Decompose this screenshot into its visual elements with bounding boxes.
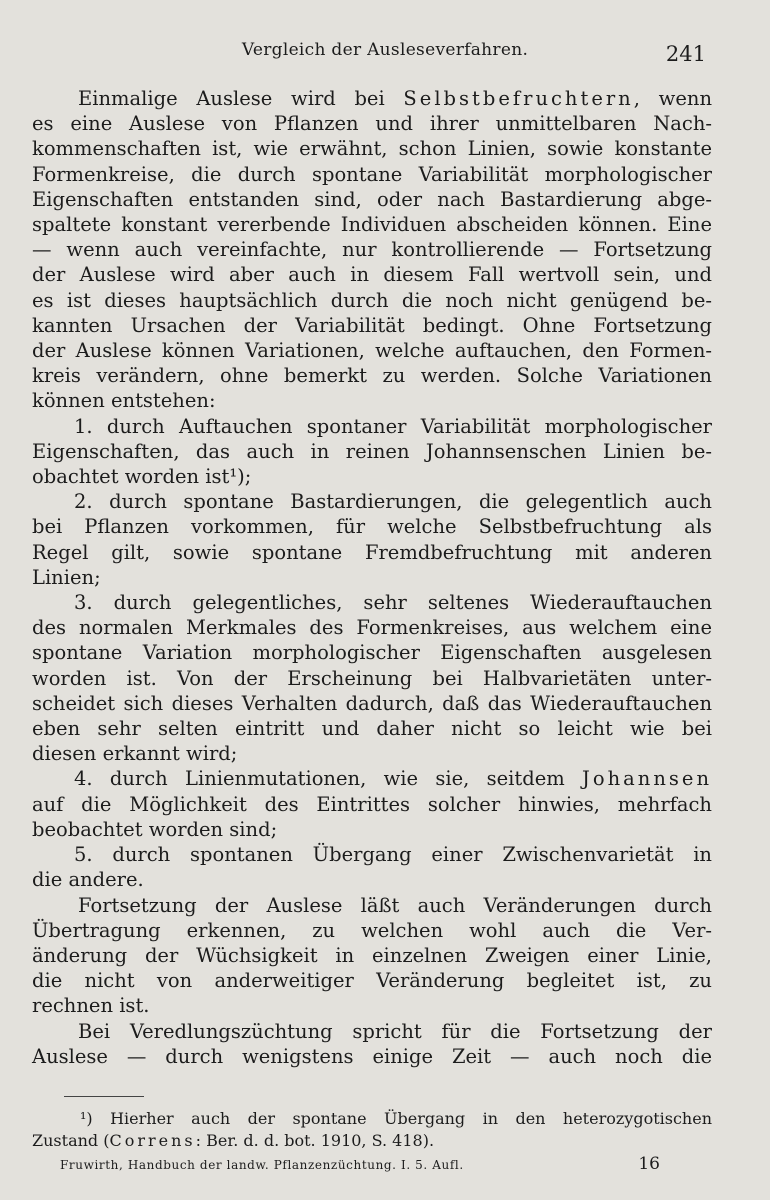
text-line: die andere. <box>32 868 144 892</box>
main-text <box>32 86 712 1069</box>
text-line: können entstehen: <box>32 389 216 413</box>
text-line: Übertragung erkennen, zu welchen wohl auch die Ver- <box>32 918 712 942</box>
text-line: — wenn auch vereinfachte, nur kontrollierende — Fortsetzung <box>32 238 712 262</box>
text-line: obachtet worden ist¹); <box>32 465 252 489</box>
text-line: Auslese — durch wenigstens einige Zeit — auch noch die <box>32 1044 712 1068</box>
text-line: kommenschaften ist, wie erwähnt, schon Linien, sowie konstante <box>32 137 712 161</box>
text-line: Bei Veredlungszüchtung spricht für die Fortsetzung der <box>78 1019 712 1043</box>
text-line: diesen erkannt wird; <box>32 742 238 766</box>
text-line: 1. durch Auftauchen spontaner Variabilität morphologischer <box>74 414 712 438</box>
page-footer <box>60 1154 660 1174</box>
book-reference: Fruwirth, Handbuch der landw. Pflanzenzüchtung. I. 5. Aufl. <box>60 1158 464 1172</box>
text-line: Einmalige Auslese wird bei Selbstbefruchtern, wenn <box>78 87 712 110</box>
emphasis-name: Correns <box>109 1131 196 1150</box>
signature-mark: 16 <box>638 1154 660 1174</box>
text-line: Eigenschaften entstanden sind, oder nach Bastardierung abge- <box>32 187 712 211</box>
text-line: beobachtet worden sind; <box>32 817 278 841</box>
text-line: kreis verändern, ohne bemerkt zu werden. Solche Variationen <box>32 364 712 388</box>
text-line: der Auslese können Variationen, welche auftauchen, den Formen- <box>32 339 712 363</box>
list-item-4 <box>32 766 712 842</box>
text-line: Fortsetzung der Auslese läßt auch Veränderungen durch <box>78 893 712 917</box>
text-line: rechnen ist. <box>32 994 150 1018</box>
paragraph-continuation <box>32 893 712 1019</box>
text-line: spaltete konstant vererbende Individuen abscheiden können. Eine <box>32 213 712 237</box>
text-line: 3. durch gelegentliches, sehr seltenes Wiederauftauchen <box>74 591 712 615</box>
text-line: änderung der Wüchsigkeit in einzelnen Zweigen einer Linie, <box>32 943 712 967</box>
page-number: 241 <box>665 42 706 66</box>
text-line: kannten Ursachen der Variabilität bedingt. Ohne Fortsetzung <box>32 313 712 337</box>
footnote-line: ¹) Hierher auch der spontane Übergang in den heterozygotischen <box>80 1109 712 1128</box>
running-title: Vergleich der Ausleseverfahren. <box>241 40 529 60</box>
text-line: des normalen Merkmales des Formenkreises, aus welchem eine <box>32 616 712 640</box>
text-line: 4. durch Linienmutationen, wie sie, seitdem Johannsen <box>74 767 712 791</box>
text-line: Eigenschaften, das auch in reinen Johannsenschen Linien be- <box>32 439 712 463</box>
footnote-line: Zustand (Correns: Ber. d. d. bot. 1910, S. 418). <box>32 1131 435 1150</box>
text-line: spontane Variation morphologischer Eigenschaften ausgelesen <box>32 641 712 665</box>
emphasis-name: Johannsen <box>582 767 712 791</box>
text-line: es eine Auslese von Pflanzen und ihrer unmittelbaren Nach- <box>32 112 712 136</box>
text-line: worden ist. Von der Erscheinung bei Halbvarietäten unter- <box>32 666 712 690</box>
text-line: Regel gilt, sowie spontane Fremdbefruchtung mit anderen <box>32 540 712 564</box>
list-item-2 <box>32 489 712 590</box>
list-item-1 <box>32 414 712 490</box>
text-line: auf die Möglichkeit des Eintrittes solcher hinwies, mehrfach <box>32 792 712 816</box>
text-line: eben sehr selten eintritt und daher nicht so leicht wie bei <box>32 717 712 741</box>
text-line: Formenkreise, die durch spontane Variabilität morphologischer <box>32 162 712 186</box>
page-header <box>0 40 770 66</box>
text-line: 5. durch spontanen Übergang einer Zwischenvarietät in <box>74 843 712 867</box>
list-item-3 <box>32 590 712 766</box>
paragraph-intro <box>32 86 712 414</box>
footnote <box>32 1108 712 1152</box>
footnote-divider <box>64 1096 144 1097</box>
emphasis-term: Selbstbefruchtern <box>403 87 634 110</box>
text-line: scheidet sich dieses Verhalten dadurch, daß das Wiederauftauchen <box>32 691 712 715</box>
paragraph-breeding <box>32 1019 712 1069</box>
list-item-5 <box>32 842 712 892</box>
text-line: die nicht von anderweitiger Veränderung begleitet ist, zu <box>32 969 712 993</box>
text-line: Linien; <box>32 565 101 589</box>
text-line: der Auslese wird aber auch in diesem Fall wertvoll sein, und <box>32 263 712 287</box>
text-line: 2. durch spontane Bastardierungen, die gelegentlich auch <box>74 490 712 514</box>
text-line: bei Pflanzen vorkommen, für welche Selbstbefruchtung als <box>32 515 712 539</box>
text-line: es ist dieses hauptsächlich durch die noch nicht genügend be- <box>32 288 712 312</box>
